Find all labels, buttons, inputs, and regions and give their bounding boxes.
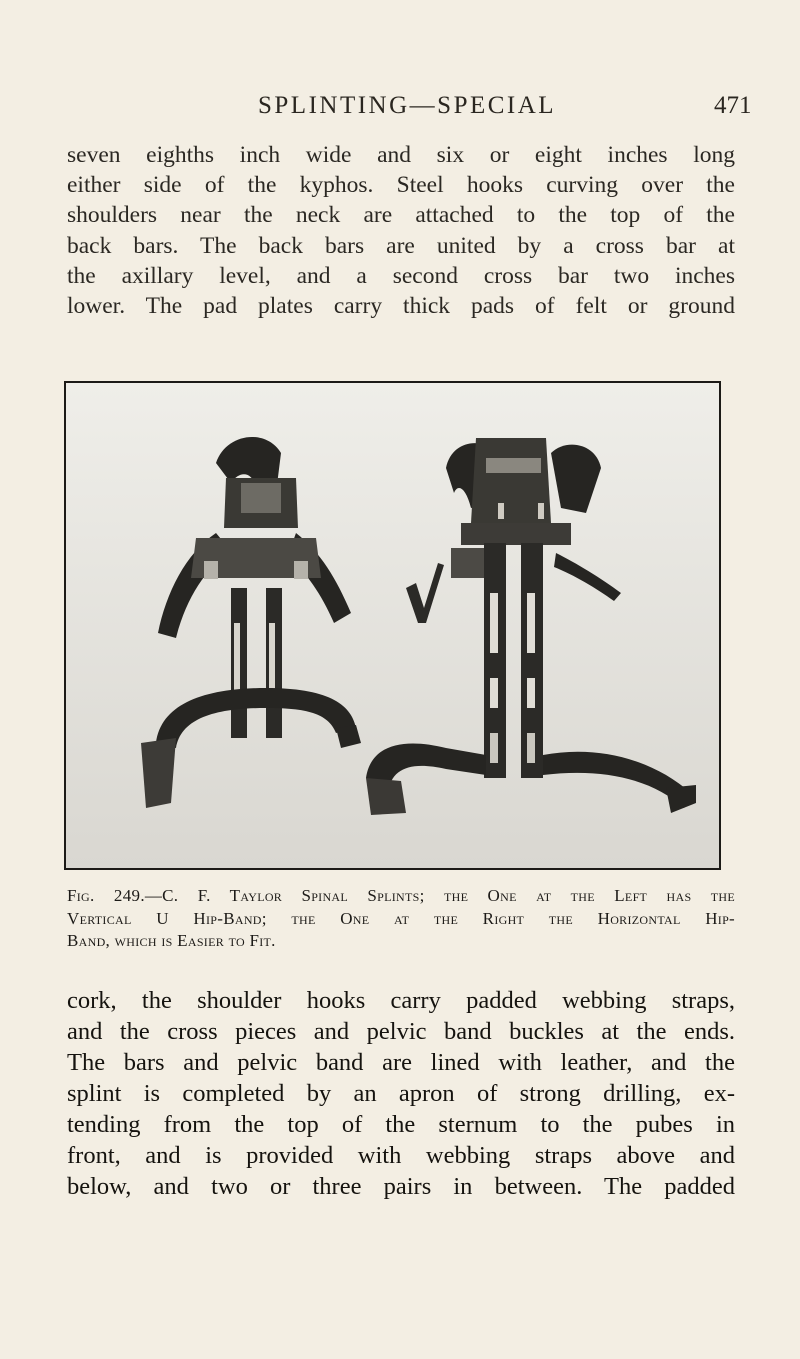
running-head: SPLINTING—SPECIAL	[258, 92, 557, 119]
text-line: either side of the kyphos. Steel hooks curving over the	[67, 172, 735, 199]
text-line: and the cross pieces and pelvic band buckles at the ends.	[67, 1018, 735, 1045]
text-line: The bars and pelvic band are lined with leather, and the	[67, 1049, 735, 1076]
text-line: tending from the top of the sternum to the pubes in	[67, 1111, 735, 1138]
caption-line: Vertical U Hip-Band; the One at the Right the Horizontal Hip-	[67, 908, 735, 928]
figure-photograph	[64, 381, 721, 870]
caption-line: Fig. 249.—C. F. Taylor Spinal Splints; the One at the Left has the	[67, 886, 735, 905]
caption-line: Band, which is Easier to Fit.	[67, 931, 276, 950]
text-line: seven eighths inch wide and six or eight inches long	[67, 142, 735, 168]
text-line: below, and two or three pairs in between. The padded	[67, 1173, 735, 1200]
body-paragraph-top	[67, 140, 735, 321]
text-line: splint is completed by an apron of strong drilling, ex-	[67, 1080, 735, 1107]
page-number: 471	[714, 92, 752, 119]
text-line: the axillary level, and a second cross bar two inches	[67, 262, 735, 289]
text-line: front, and is provided with webbing straps above and	[67, 1142, 735, 1169]
spinal-splints-illustration	[66, 383, 719, 868]
figure-caption	[67, 885, 735, 953]
text-line: back bars. The back bars are united by a cross bar at	[67, 232, 735, 259]
text-line: cork, the shoulder hooks carry padded webbing straps,	[67, 987, 735, 1014]
text-line: shoulders near the neck are attached to the top of the	[67, 202, 735, 229]
page-header	[0, 92, 800, 126]
body-paragraph-bottom	[67, 985, 735, 1202]
text-line: lower. The pad plates carry thick pads of felt or ground	[67, 293, 735, 320]
